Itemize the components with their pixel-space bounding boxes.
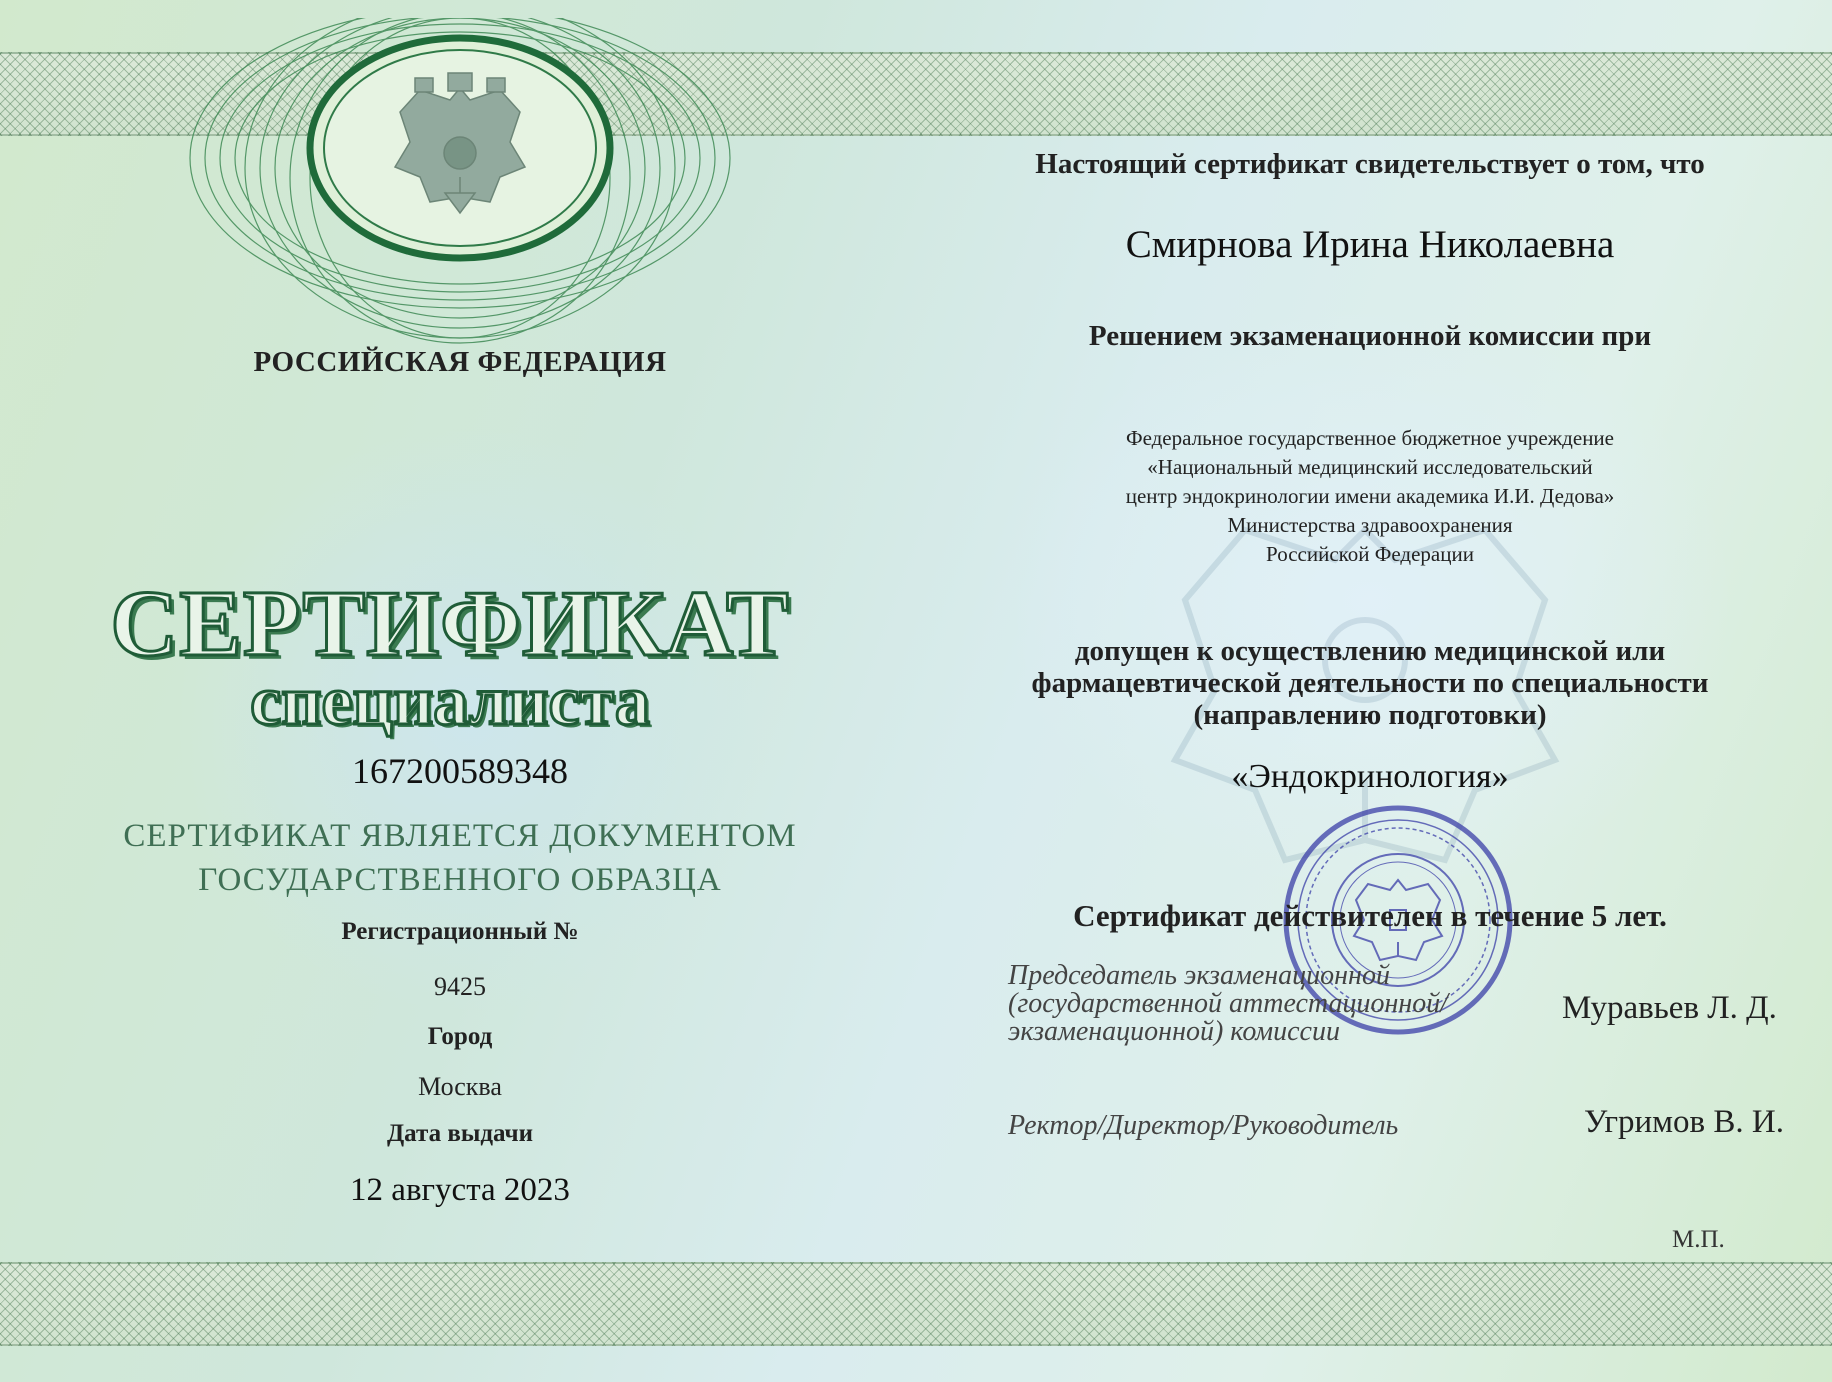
certificate-title: СЕРТИФИКАТ [110, 572, 790, 676]
coat-of-arms-icon [170, 18, 750, 348]
guilloche-band-bottom [0, 1262, 1832, 1346]
city-value: Москва [418, 1072, 502, 1101]
institution-line: Российской Федерации [1266, 542, 1474, 566]
institution-line: Федеральное государственное бюджетное учреждение [1125, 426, 1614, 450]
chair-label-line: (государственной аттестационной/ [1008, 988, 1449, 1019]
chair-label-line: Председатель экзаменационной [1008, 960, 1390, 991]
document-status-line-2: ГОСУДАРСТВЕННОГО ОБРАЗЦА [198, 862, 722, 898]
rector-name: Угримов В. И. [1584, 1104, 1784, 1140]
admission-line: фармацевтической деятельности по специальности [1031, 667, 1709, 699]
institution-line: центр эндокринологии имени академика И.И. Дедова» [1125, 484, 1615, 508]
issue-date-label: Дата выдачи [386, 1120, 534, 1147]
institution-line: Министерства здравоохранения [1227, 513, 1513, 537]
issue-date-value: 12 августа 2023 [350, 1172, 570, 1208]
registration-number: 9425 [434, 972, 486, 1001]
country-name: РОССИЙСКАЯ ФЕДЕРАЦИЯ [253, 346, 667, 378]
document-status-line-1: СЕРТИФИКАТ ЯВЛЯЕТСЯ ДОКУМЕНТОМ [123, 818, 797, 854]
seal-mark: М.П. [1672, 1226, 1725, 1253]
commission-decision: Решением экзаменационной комиссии при [1088, 320, 1652, 352]
registration-label: Регистрационный № [341, 918, 579, 945]
rector-label: Ректор/Директор/Руководитель [1008, 1110, 1399, 1141]
admission-line: (направлению подготовки) [1193, 699, 1547, 731]
emblem-rosette [170, 18, 750, 348]
chair-name: Муравьев Л. Д. [1562, 990, 1777, 1026]
specialty-name: «Эндокринология» [1231, 758, 1509, 795]
chair-label-line: экзаменационной) комиссии [1008, 1016, 1340, 1047]
validity-statement: Сертификат действителен в течение 5 лет. [1073, 898, 1667, 933]
holder-name: Смирнова Ирина Николаевна [1125, 223, 1615, 266]
certificate-subtitle: специалиста [250, 663, 650, 740]
admission-line: допущен к осуществлению медицинской или [1074, 635, 1666, 667]
city-label: Город [427, 1023, 493, 1050]
certificate-number: 167200589348 [352, 751, 568, 791]
certifies-heading: Настоящий сертификат свидетельствует о том, что [1035, 148, 1705, 180]
institution-line: «Национальный медицинский исследовательский [1147, 455, 1593, 479]
